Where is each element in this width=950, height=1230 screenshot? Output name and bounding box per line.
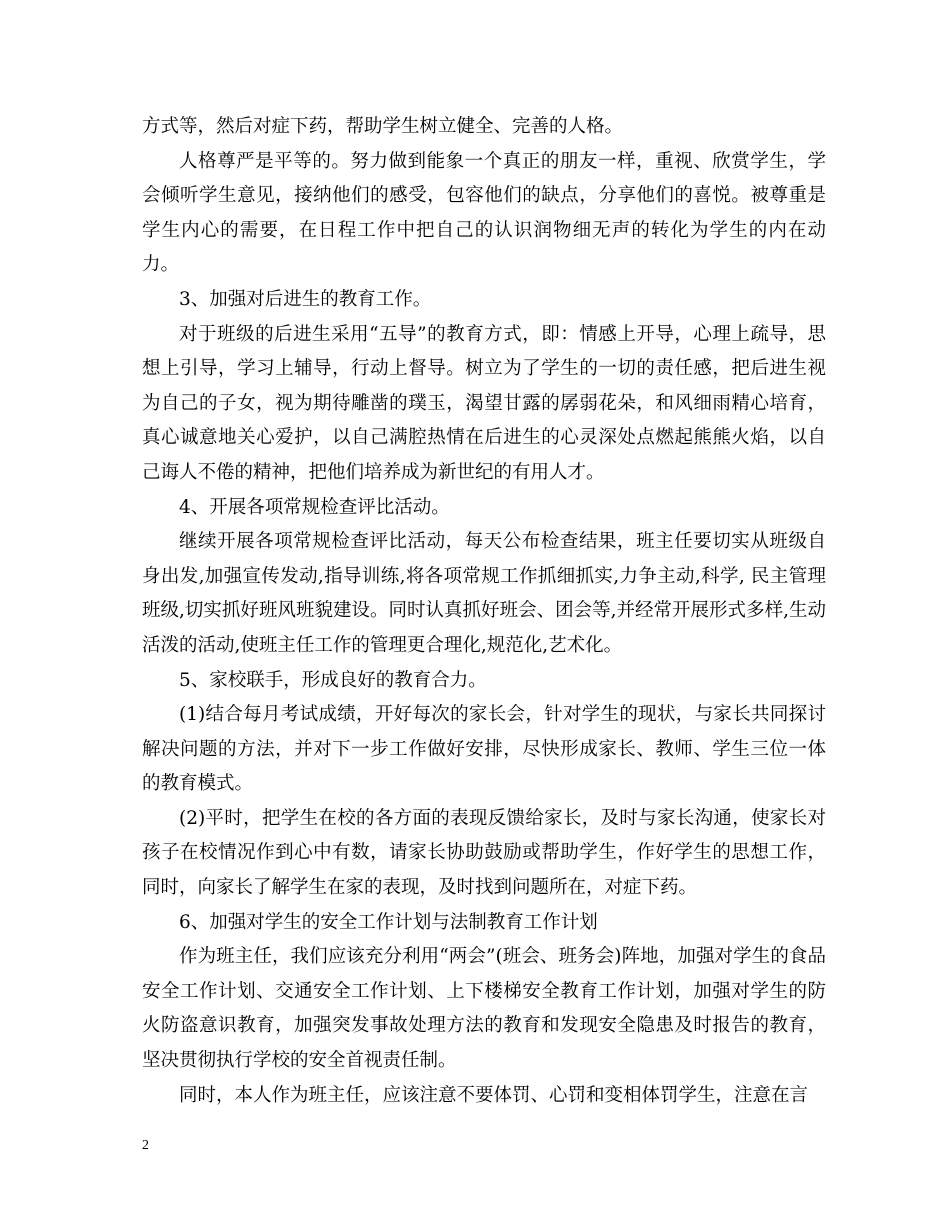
paragraph-dignity: 人格尊严是平等的。努力做到能象一个真正的朋友一样，重视、欣赏学生，学会倾听学生意见，接纳他们的感受，包容他们的缺点，分享他们的喜悦。被尊重是学生内心的需要，在日程工作中把自己的认识润物细无声的转化为学生的内在动力。 <box>142 150 826 276</box>
section-heading-3: 3、加强对后进生的教育工作。 <box>179 288 432 310</box>
paragraph-underachievers: 对于班级的后进生采用“五导”的教育方式，即：情感上开导，心理上疏导，思想上引导，学习上辅导，行动上督导。树立为了学生的一切的责任感，把后进生视为自己的子女，视为期待雕凿的璞玉，渴望甘露的孱弱花朵，和风细雨精心培育，真心诚意地关心爱护，以自己满腔热情在后进生的心灵深处点燃起熊熊火焰，以自己诲人不倦的精神，把他们培养成为新世纪的有用人才。 <box>142 323 826 483</box>
section-heading-4: 4、开展各项常规检查评比活动。 <box>179 496 450 518</box>
paragraph-final: 同时，本人作为班主任，应该注意不要体罚、心罚和变相体罚学生，注意在言 <box>179 1084 809 1106</box>
section-heading-5: 5、家校联手，形成良好的教育合力。 <box>179 669 487 691</box>
paragraph-continuation: 方式等，然后对症下药，帮助学生树立健全、完善的人格。 <box>142 116 624 137</box>
section-heading-6: 6、加强对学生的安全工作计划与法制教育工作计划 <box>179 911 598 933</box>
paragraph-item-1: (1)结合每月考试成绩，开好每次的家长会，针对学生的现状，与家长共同探讨解决问题的方法，并对下一步工作做好安排，尽快形成家长、教师、学生三位一体的教育模式。 <box>142 704 826 795</box>
page-number: 2 <box>142 1138 149 1153</box>
document-body <box>142 110 826 1113</box>
paragraph-safety: 作为班主任，我们应该充分利用“两会”(班会、班务会)阵地，加强对学生的食品安全工作计划、交通安全工作计划、上下楼梯安全教育工作计划，加强对学生的防火防盗意识教育，加强突发事故处理方法的教育和发现安全隐患及时报告的教育，坚决贯彻执行学校的安全首视责任制。 <box>142 946 826 1072</box>
paragraph-inspections: 继续开展各项常规检查评比活动，每天公布检查结果，班主任要切实从班级自身出发,加强宣传发动,指导训练,将各项常规工作抓细抓实,力争主动,科学, 民主管理班级,切实抓好班风班貌建设。同时认真抓好班会、团会等,并经常开展形式多样,生动活泼的活动,使班主任工作的管理更合理化,规范化,艺术化。 <box>142 531 826 656</box>
paragraph-item-2: (2)平时，把学生在校的各方面的表现反馈给家长，及时与家长沟通，使家长对孩子在校情况作到心中有数，请家长协助鼓励或帮助学生，作好学生的思想工作，同时，向家长了解学生在家的表现，及时找到问题所在，对症下药。 <box>142 807 826 899</box>
